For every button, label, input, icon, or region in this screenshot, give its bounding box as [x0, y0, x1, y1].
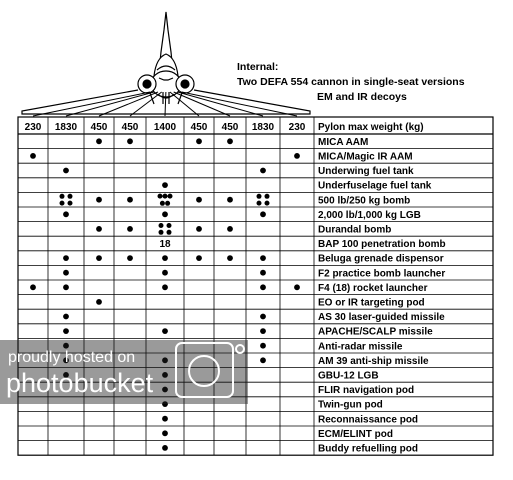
watermark-line-2: photobucket [6, 368, 154, 398]
store-name: 500 lb/250 kg bomb [318, 195, 411, 207]
pylon-spoke [182, 92, 297, 116]
store-compatibility-dot [96, 255, 102, 261]
store-compatibility-dot [260, 357, 266, 363]
store-compatibility-dot [96, 138, 102, 144]
pylon-weight-label: 450 [190, 122, 208, 133]
store-compatibility-dot [96, 226, 102, 232]
store-name: F4 (18) rocket launcher [318, 282, 428, 294]
store-name: AS 30 laser-guided missile [318, 312, 445, 324]
pylon-weight-label: 1830 [251, 122, 275, 133]
store-name: MICA AAM [318, 136, 369, 148]
store-compatibility-dot [30, 284, 36, 290]
store-compatibility-dot [127, 255, 133, 261]
store-compatibility-dot [162, 430, 168, 436]
watermark-line-1: proudly hosted on [8, 349, 136, 366]
store-compatibility-dot [260, 168, 266, 174]
store-compatibility-dot [196, 138, 202, 144]
store-name: GBU-12 LGB [318, 370, 379, 382]
store-compatibility-dot [60, 194, 65, 199]
store-compatibility-dot [260, 255, 266, 261]
store-compatibility-dot [168, 194, 173, 199]
internal-line-2: EM and IR decoys [317, 91, 407, 103]
store-compatibility-dot [227, 138, 233, 144]
pylon-weight-label: 1400 [153, 122, 177, 133]
store-compatibility-dot [162, 270, 168, 276]
internal-line-1: Two DEFA 554 cannon in single-seat versions [237, 76, 465, 88]
store-compatibility-dot [162, 255, 168, 261]
store-compatibility-dot [162, 211, 168, 217]
store-name: MICA/Magic IR AAM [318, 151, 413, 163]
store-compatibility-dot [260, 270, 266, 276]
store-name: 2,000 lb/1,000 kg LGB [318, 209, 421, 221]
store-name: EO or IR targeting pod [318, 297, 425, 309]
store-compatibility-dot [162, 445, 168, 451]
store-compatibility-dot [127, 226, 133, 232]
store-compatibility-dot [165, 201, 170, 206]
store-compatibility-dot [294, 284, 300, 290]
store-quantity-label: 18 [159, 239, 171, 251]
pylon-weight-label: 1830 [54, 122, 78, 133]
store-name: Buddy refuelling pod [318, 443, 418, 455]
pylon-weight-label: 230 [24, 122, 42, 133]
store-compatibility-dot [63, 328, 69, 334]
store-compatibility-dot [162, 284, 168, 290]
store-compatibility-dot [227, 255, 233, 261]
store-compatibility-dot [260, 328, 266, 334]
store-compatibility-dot [127, 138, 133, 144]
store-compatibility-dot [162, 416, 168, 422]
store-name: F2 practice bomb launcher [318, 268, 446, 280]
store-compatibility-dot [196, 226, 202, 232]
store-compatibility-dot [63, 211, 69, 217]
store-compatibility-dot [196, 197, 202, 203]
store-compatibility-dot [257, 201, 262, 206]
store-compatibility-dot [260, 284, 266, 290]
internal-armament-note [237, 61, 465, 103]
store-compatibility-dot [167, 230, 172, 235]
store-compatibility-dot [260, 343, 266, 349]
pylon-weight-label: 450 [221, 122, 239, 133]
store-compatibility-dot [68, 201, 73, 206]
store-compatibility-dot [158, 194, 163, 199]
photobucket-watermark [0, 340, 248, 404]
store-compatibility-dot [63, 168, 69, 174]
pylon-weight-label: 450 [121, 122, 139, 133]
store-compatibility-dot [260, 314, 266, 320]
store-name: BAP 100 penetration bomb [318, 239, 446, 251]
pylon-weight-label: 230 [288, 122, 306, 133]
store-compatibility-dot [265, 201, 270, 206]
store-name: Underwing fuel tank [318, 166, 414, 178]
pylon-weight-header: Pylon max weight (kg) [318, 122, 424, 133]
store-compatibility-dot [96, 197, 102, 203]
store-name: Durandal bomb [318, 224, 392, 236]
store-name: Beluga grenade dispensor [318, 253, 444, 265]
store-compatibility-dot [63, 255, 69, 261]
internal-heading: Internal: [237, 61, 279, 73]
store-name: Anti-radar missile [318, 341, 403, 353]
store-name: FLIR navigation pod [318, 385, 415, 397]
store-compatibility-dot [159, 223, 164, 228]
pylon-weight-label: 450 [90, 122, 108, 133]
store-compatibility-dot [227, 226, 233, 232]
store-name: Twin-gun pod [318, 399, 383, 411]
store-compatibility-dot [30, 153, 36, 159]
store-compatibility-dot [257, 194, 262, 199]
store-compatibility-dot [63, 284, 69, 290]
store-compatibility-dot [227, 197, 233, 203]
store-compatibility-dot [162, 328, 168, 334]
store-compatibility-dot [160, 201, 165, 206]
store-compatibility-dot [163, 194, 168, 199]
store-name: AM 39 anti-ship missile [318, 355, 429, 367]
store-compatibility-dot [294, 153, 300, 159]
store-name: ECM/ELINT pod [318, 428, 393, 440]
pylon-spoke [33, 92, 150, 116]
store-compatibility-dot [68, 194, 73, 199]
store-compatibility-dot [162, 182, 168, 188]
store-compatibility-dot [167, 223, 172, 228]
store-name: Underfuselage fuel tank [318, 180, 432, 192]
store-compatibility-dot [96, 299, 102, 305]
store-compatibility-dot [159, 230, 164, 235]
store-name: APACHE/SCALP missile [318, 326, 433, 338]
store-compatibility-dot [127, 197, 133, 203]
store-name: Reconnaissance pod [318, 414, 419, 426]
store-compatibility-dot [63, 270, 69, 276]
pylon-spoke [170, 92, 199, 116]
store-compatibility-dot [260, 211, 266, 217]
store-compatibility-dot [196, 255, 202, 261]
store-compatibility-dot [265, 194, 270, 199]
store-compatibility-dot [60, 201, 65, 206]
store-compatibility-dot [63, 314, 69, 320]
loadout-table [18, 117, 493, 455]
